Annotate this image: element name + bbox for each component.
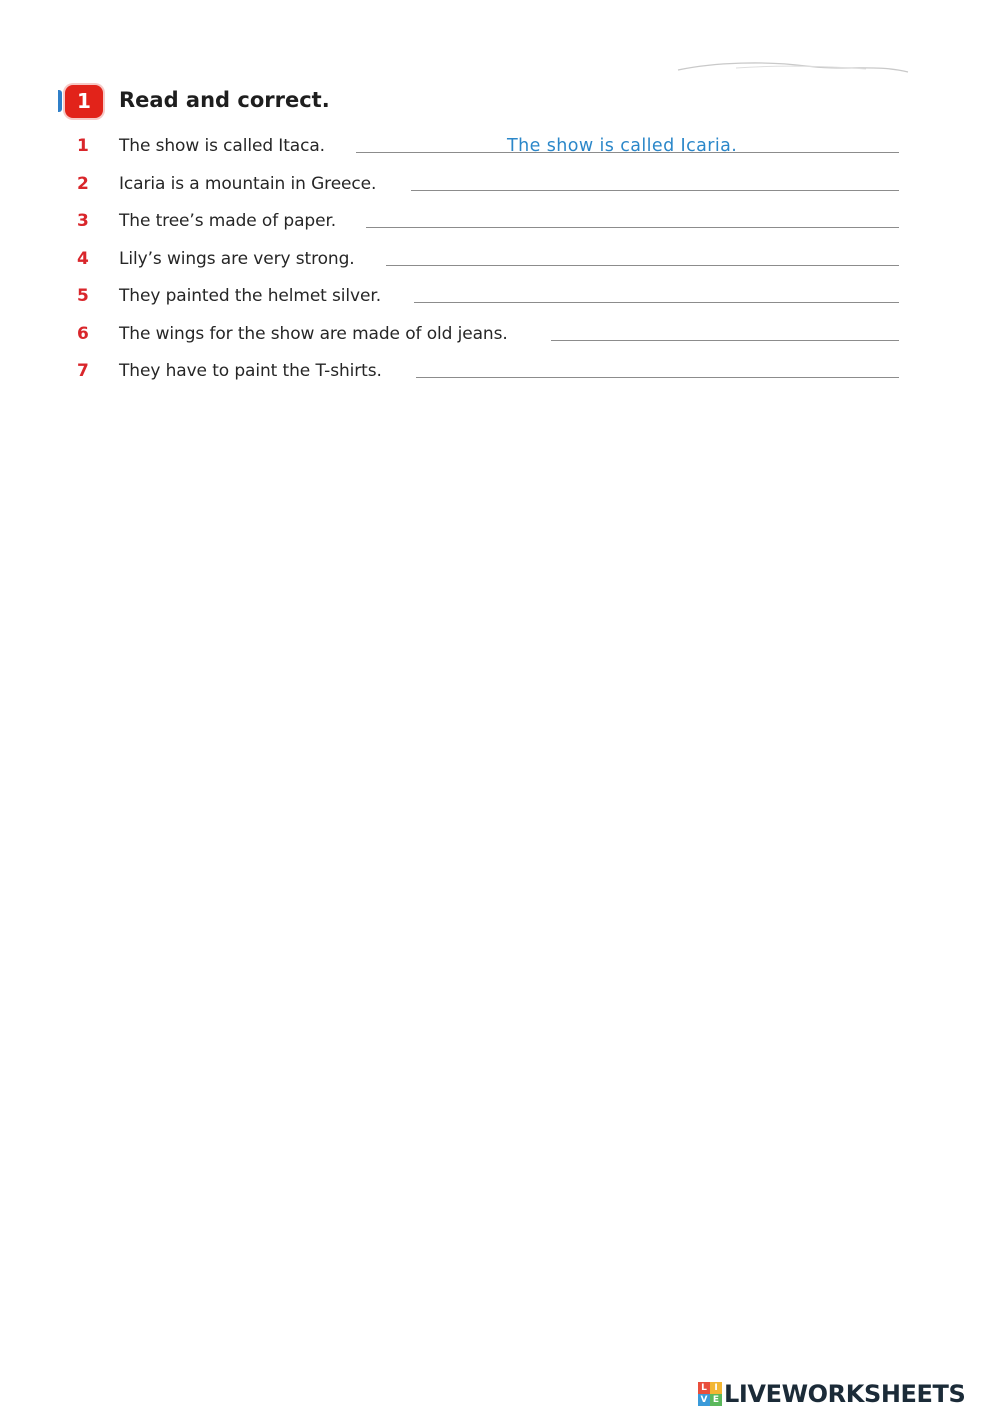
answer-line[interactable] xyxy=(411,190,899,191)
item-sentence: The show is called Itaca. xyxy=(119,136,325,156)
liveworksheets-brand[interactable] xyxy=(698,1378,965,1410)
item-row xyxy=(0,209,1000,239)
answer-text[interactable]: The show is called Icaria. xyxy=(507,136,738,156)
item-row xyxy=(0,359,1000,389)
item-row xyxy=(0,284,1000,314)
answer-line[interactable] xyxy=(386,265,899,266)
item-number: 3 xyxy=(77,211,89,231)
item-number: 2 xyxy=(77,174,89,194)
logo-letter-i: I xyxy=(710,1382,722,1394)
item-number: 6 xyxy=(77,324,89,344)
answer-line[interactable] xyxy=(414,302,899,303)
item-row xyxy=(0,247,1000,277)
answer-line[interactable] xyxy=(416,377,899,378)
item-row xyxy=(0,322,1000,352)
item-number: 5 xyxy=(77,286,89,306)
scan-smudge xyxy=(676,60,910,74)
answer-line[interactable] xyxy=(366,227,899,228)
item-sentence: They painted the helmet silver. xyxy=(119,286,382,306)
exercise-number-badge: 1 xyxy=(65,85,103,118)
logo-letter-v: V xyxy=(698,1394,710,1406)
item-sentence: Lily’s wings are very strong. xyxy=(119,249,355,269)
item-number: 7 xyxy=(77,361,89,381)
answer-line[interactable] xyxy=(551,340,899,341)
margin-mark xyxy=(58,90,62,112)
item-sentence: The tree’s made of paper. xyxy=(119,211,337,231)
brand-name: LIVEWORKSHEETS xyxy=(724,1380,966,1408)
item-sentence: They have to paint the T-shirts. xyxy=(119,361,382,381)
item-row xyxy=(0,134,1000,164)
item-row xyxy=(0,172,1000,202)
item-sentence: The wings for the show are made of old jeans. xyxy=(119,324,508,344)
logo-letter-l: L xyxy=(698,1382,710,1394)
exercise-title: Read and correct. xyxy=(119,88,330,112)
liveworksheets-logo-icon xyxy=(698,1382,722,1406)
item-number: 1 xyxy=(77,136,89,156)
item-sentence: Icaria is a mountain in Greece. xyxy=(119,174,377,194)
item-number: 4 xyxy=(77,249,89,269)
logo-letter-e: E xyxy=(710,1394,722,1406)
